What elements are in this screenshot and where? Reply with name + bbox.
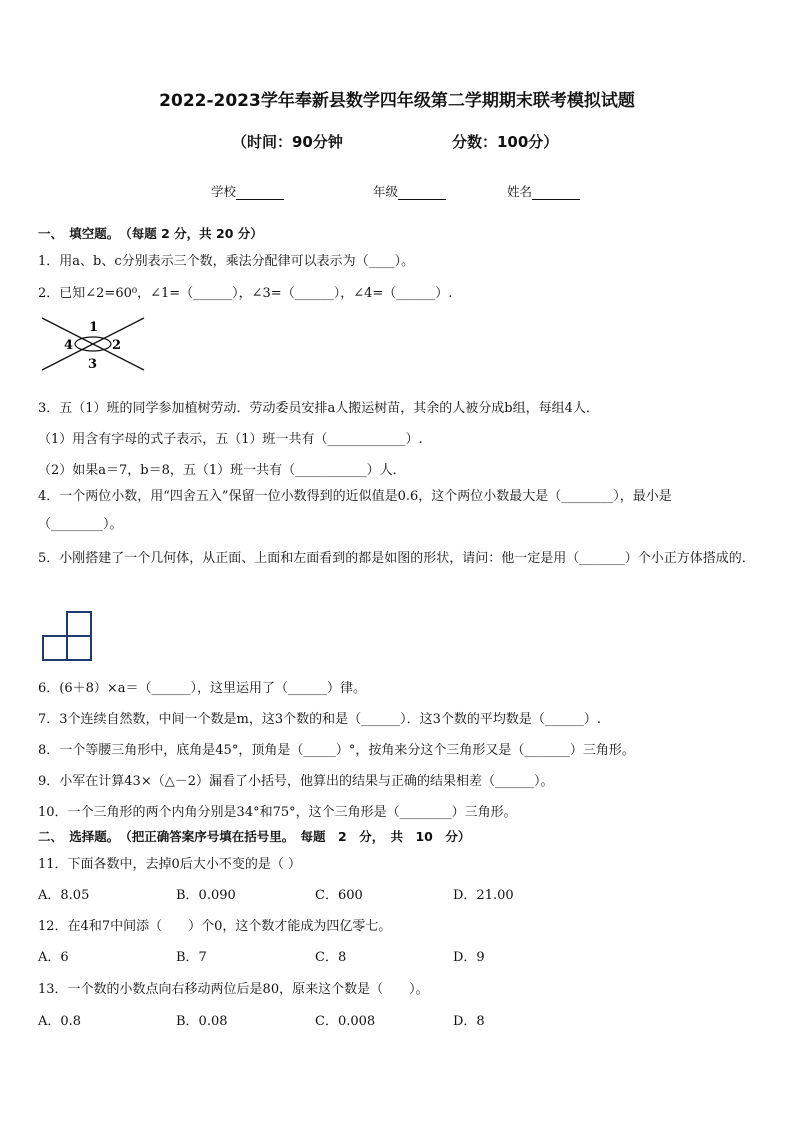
angle-label-3: 3 — [88, 357, 98, 372]
grade-field — [373, 182, 446, 200]
q11-option-b[interactable]: B．0.090 — [176, 888, 236, 903]
question-2: 2．已知∠2=60⁰，∠1=（______），∠3=（______），∠4=（______）. — [38, 286, 453, 301]
question-3: 3．五（1）班的同学参加植树劳动．劳动委员安排a人搬运树苗，其余的人被分成b组，每组4人． — [38, 401, 599, 416]
q11-option-c[interactable]: C．600 — [315, 888, 363, 903]
question-7: 7．3个连续自然数，中间一个数是m，这3个数的和是（______）．这3个数的平均数是（______）. — [38, 712, 602, 727]
exam-time: （时间：90分钟 — [232, 133, 343, 151]
q13-option-c[interactable]: C．0.008 — [315, 1014, 376, 1029]
question-6: 6．(6＋8）×a＝（______），这里运用了（______）律。 — [38, 681, 367, 696]
question-3-part-2: （2）如果a＝7，b＝8，五（1）班一共有（___________）人． — [38, 463, 406, 478]
question-10: 10．一个三角形的两个内角分别是34°和75°，这个三角形是（________）三角形。 — [38, 805, 517, 820]
angle-label-1: 1 — [89, 320, 99, 335]
q12-option-b[interactable]: B．7 — [176, 950, 207, 965]
angle-figure — [38, 314, 148, 374]
grade-blank[interactable] — [398, 187, 446, 200]
question-1: 1．用a、b、c分别表示三个数，乘法分配律可以表示为（____）。 — [38, 254, 415, 269]
question-12: 12．在4和7中间添（ ）个0，这个数才能成为四亿零七。 — [38, 919, 392, 934]
q12-option-c[interactable]: C．8 — [315, 950, 347, 965]
name-field — [507, 182, 580, 200]
q12-option-d[interactable]: D．9 — [453, 950, 485, 965]
q11-option-d[interactable]: D．21.00 — [453, 888, 514, 903]
name-blank[interactable] — [532, 187, 580, 200]
grade-label: 年级 — [373, 184, 399, 199]
question-13: 13．一个数的小数点向右移动两位后是80，原来这个数是（ ）。 — [38, 982, 429, 997]
question-9: 9．小军在计算43×（△－2）漏看了小括号，他算出的结果与正确的结果相差（______）。 — [38, 774, 554, 789]
section-2-heading: 二、 选择题。 （把正确答案序号填在括号里。 每题 2 分， 共 10 分） — [38, 829, 471, 844]
name-label: 姓名 — [507, 184, 533, 199]
cube-view-figure — [42, 611, 94, 663]
school-label: 学校 — [211, 184, 237, 199]
question-8: 8．一个等腰三角形中，底角是45°，顶角是（_____）°，按角来分这个三角形又是（_______）三角形。 — [38, 743, 635, 758]
exam-score: 分数：100分） — [452, 133, 559, 151]
q13-option-b[interactable]: B．0.08 — [176, 1014, 228, 1029]
school-blank[interactable] — [236, 187, 284, 200]
question-3-part-1: （1）用含有字母的式子表示，五（1）班一共有（____________）. — [38, 432, 423, 447]
question-4: 4．一个两位小数，用“四舍五入”保留一位小数得到的近似值是0.6，这个两位小数最大是（________），最小是（________）。 — [38, 489, 672, 532]
section-1-heading: 一、 填空题。 （每题 2 分，共 20 分） — [38, 226, 263, 241]
q13-option-a[interactable]: A．0.8 — [38, 1014, 82, 1029]
page-title: 2022-2023学年奉新县数学四年级第二学期期末联考模拟试题 — [159, 91, 635, 111]
angle-label-4: 4 — [64, 338, 74, 353]
q12-option-a[interactable]: A．6 — [38, 950, 69, 965]
school-field — [211, 182, 284, 200]
angle-label-2: 2 — [112, 338, 122, 353]
q11-option-a[interactable]: A．8.05 — [38, 888, 90, 903]
question-11: 11．下面各数中，去掉0后大小不变的是（ ） — [38, 857, 301, 872]
q13-option-d[interactable]: D．8 — [453, 1014, 485, 1029]
question-5: 5．小刚搭建了一个几何体，从正面、上面和左面看到的都是如图的形状，请问：他一定是用（_______）个小正方体搭成的． — [38, 551, 755, 566]
